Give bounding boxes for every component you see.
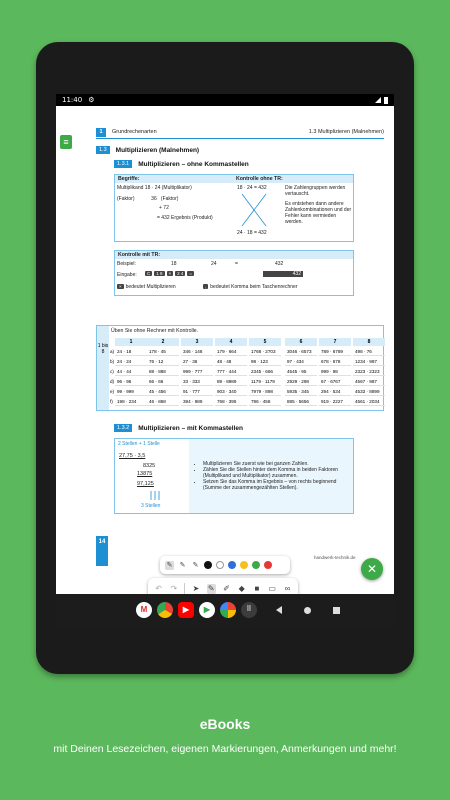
komma-calc-3: 13875 [137, 471, 153, 477]
begriffe-head: Begriffe: [115, 175, 233, 183]
page-header [96, 128, 384, 138]
table-cell: 789 · 6789 [319, 348, 351, 356]
tr-legend-1 [117, 284, 176, 290]
table-cell: 1234 · 987 [353, 358, 385, 366]
table-cell: 96 · 96 [115, 378, 147, 386]
table-cell: 4561 · 2034 [353, 398, 385, 406]
table-side-label: 1 bis 8 [97, 326, 109, 410]
table-cell: 777 · 444 [215, 368, 247, 376]
pen-medium-icon[interactable]: ✎ [179, 561, 186, 569]
list-item: • Zählen Sie die Stellen hinter dem Komma in beiden Faktoren (Multiplikand und Multiplikator) zusammen. [203, 467, 351, 479]
tr-key: C [147, 271, 151, 276]
redo-icon[interactable]: ↷ [170, 584, 178, 593]
table-cell: 796 · 458 [249, 398, 281, 406]
table-col-header: 7 [319, 338, 351, 346]
table-cell: 97 · 434 [285, 358, 317, 366]
table-cell: 24 · 24 [115, 358, 147, 366]
kontrolle-note-2: Es entstehen dann andere Zahlenkombinationen und der Fehler kann vermieden werden. [285, 201, 352, 225]
pen-palette [160, 556, 290, 574]
tr-eingabe-label: Eingabe: [117, 272, 137, 278]
tr-legend-key: , [205, 284, 207, 289]
table-row-label: e) [110, 389, 115, 394]
list-item: • Multiplizieren Sie zuerst wie bei ganzen Zahlen. [203, 461, 351, 467]
undo-icon[interactable]: ↶ [155, 584, 162, 593]
header-right: 1.3 Multiplizieren (Malnehmen) [308, 129, 384, 135]
table-cell: 99 · 999 [115, 388, 147, 396]
recents-icon[interactable] [333, 607, 340, 614]
tr-beispiel-result: 432 [275, 261, 284, 267]
chrome-icon[interactable] [157, 602, 173, 618]
begriffe-line-4: = 432 Ergebnis (Produkt) [157, 215, 213, 221]
table-row-label: d) [110, 379, 115, 384]
link-icon[interactable]: ∞ [284, 584, 291, 593]
table-cell: 66 · 66 [147, 378, 179, 386]
pen-tool-icon[interactable]: ✎ [207, 584, 215, 593]
footer-url: handwerk-technik.de [314, 555, 356, 560]
tr-key: × [168, 271, 172, 276]
navigation-bar [56, 594, 394, 626]
table-cell: 768 · 395 [215, 398, 247, 406]
table-cell: 1768 · 2703 [249, 348, 281, 356]
begriffe-box [114, 174, 354, 242]
tr-key: 1 8 [156, 271, 163, 276]
menu-icon[interactable]: ≡ [60, 135, 72, 149]
arrow-up-icon [145, 489, 165, 501]
table-cell: 46 · 868 [147, 398, 179, 406]
table-col-header: 8 [353, 338, 385, 346]
table-cell: 394 · 989 [181, 398, 213, 406]
tr-box [114, 250, 354, 296]
shapes-icon[interactable]: ■ [254, 584, 260, 593]
table-col-header: 3 [181, 338, 213, 346]
back-icon[interactable] [276, 606, 282, 614]
caption-title: eBooks [199, 716, 251, 732]
subsection-heading-2 [114, 424, 243, 432]
page-number: 14 [96, 536, 108, 566]
kontrolle-head: Kontrolle ohne TR: [233, 175, 353, 183]
caption-text: mit Deinen Lesezeichen, eigenen Markierungen, Anmerkungen und mehr! [53, 743, 397, 755]
pen-thick-icon[interactable]: ✎ [192, 561, 199, 569]
ebook-page[interactable] [56, 106, 394, 594]
close-button[interactable] [361, 558, 383, 580]
eraser-icon[interactable]: ◆ [238, 584, 245, 593]
tr-legend-key: × [119, 284, 122, 289]
table-cell: 2323 · 2323 [353, 368, 385, 376]
table-cell: 498 · 76 [353, 348, 385, 356]
kontrolle-top: 18 · 24 = 432 [237, 185, 267, 191]
tr-head: Kontrolle mit TR: [115, 251, 353, 259]
home-icon[interactable] [304, 607, 311, 614]
tr-legend-text: bedeutet Komma beim Taschenrechner [210, 284, 298, 290]
table-row-label: c) [110, 369, 114, 374]
table-cell: 67 · 6767 [319, 378, 351, 386]
tr-legend-text: bedeutet Multiplizieren [125, 284, 176, 290]
table-cell: 27 · 36 [181, 358, 213, 366]
table-cell: 294 · 534 [319, 388, 351, 396]
table-cell: 2345 · 666 [249, 368, 281, 376]
cross-arrows-icon [239, 192, 269, 228]
table-cell: 999 · 777 [181, 368, 213, 376]
notification-icon: ⚙ [88, 96, 95, 104]
tr-key: = [189, 271, 193, 276]
color-swatch-blue[interactable] [228, 561, 236, 569]
subsection-heading-1 [114, 160, 249, 168]
list-item: • Setzen Sie das Komma im Ergebnis – von rechts beginnend (Summe der zusammengezählten Stellen). [203, 479, 351, 491]
kontrolle-bottom: 24 · 18 = 432 [237, 230, 267, 236]
table-cell: 7979 · 898 [249, 388, 281, 396]
table-cell: 91 · 777 [181, 388, 213, 396]
subsection-title: Multiplizieren – ohne Kommastellen [138, 160, 249, 168]
table-cell: 4567 · 987 [353, 378, 385, 386]
status-time: 11:40 [62, 96, 83, 104]
begriffe-line-3: + 72 [159, 205, 169, 211]
color-swatch-red[interactable] [264, 561, 272, 569]
table-col-header: 4 [215, 338, 247, 346]
tablet-screen [56, 94, 394, 626]
table-cell: 4545 · 95 [285, 368, 317, 376]
subsection-number: 1.3.2 [114, 424, 132, 432]
tr-beispiel-label: Beispiel: [117, 261, 136, 267]
pen-fine-icon[interactable]: ✎ [166, 561, 173, 569]
exercise-table [96, 325, 384, 411]
table-col-header: 5 [249, 338, 281, 346]
begriffe-line-1: Multiplikand 18 · 24 (Multiplikator) [117, 185, 192, 191]
table-cell: 179 · 664 [215, 348, 247, 356]
tr-keys [145, 271, 196, 277]
status-bar [56, 94, 394, 106]
tr-key: 2 4 [177, 271, 184, 276]
gmail-icon[interactable]: M [136, 602, 152, 618]
battery-icon [384, 97, 388, 104]
table-cell: 44 · 44 [115, 368, 147, 376]
table-cell: 3046 · 6573 [285, 348, 317, 356]
table-cell: 903 · 340 [215, 388, 247, 396]
table-cell: 88 · 888 [147, 368, 179, 376]
table-col-header: 1 [115, 338, 147, 346]
photos-icon[interactable] [220, 602, 236, 618]
table-cell: 45 · 456 [147, 388, 179, 396]
komma-bottom: 3 Stellen [141, 503, 161, 509]
tr-beispiel-a: 18 [171, 261, 177, 267]
tr-beispiel-eq: = [235, 261, 238, 267]
table-cell: 919 · 2227 [319, 398, 351, 406]
tr-legend-2 [203, 284, 297, 290]
section-heading [96, 146, 199, 154]
komma-calc-1: 27,75 · 3,5 [119, 453, 146, 459]
table-cell: 678 · 678 [319, 358, 351, 366]
komma-top: 2 Stellen + 1 Stelle [118, 441, 160, 447]
table-cell: 76 · 12 [147, 358, 179, 366]
tr-beispiel-b: 24 [211, 261, 217, 267]
table-cell: 24 · 18 [115, 348, 147, 356]
subsection-title: Multiplizieren – mit Kommastellen [138, 424, 243, 432]
tr-display: 432 [263, 271, 303, 277]
table-cell: 4533 · 8899 [353, 388, 385, 396]
table-cell: 999 · 98 [319, 368, 351, 376]
table-row-label: f) [110, 399, 113, 404]
table-row-label: a) [110, 349, 115, 354]
header-left: Grundrechenarten [112, 129, 157, 135]
app-drawer-icon[interactable]: ⠿ [241, 602, 257, 618]
subsection-number: 1.3.1 [114, 160, 132, 168]
section-number: 1.3 [96, 146, 110, 154]
color-swatch-yellow[interactable] [240, 561, 248, 569]
kontrolle-note-1: Die Zahlengruppen werden vertauscht. [285, 185, 346, 197]
highlighter-icon[interactable]: ✐ [223, 584, 230, 593]
color-swatch-black[interactable] [204, 561, 212, 569]
begriffe-line-2: (Faktor) 36 (Faktor) [117, 196, 179, 202]
note-icon[interactable]: ▭ [268, 584, 276, 593]
table-cell: 178 · 45 [147, 348, 179, 356]
youtube-icon[interactable]: ▶ [178, 602, 194, 618]
section-title: Multiplizieren (Malnehmen) [115, 146, 200, 154]
play-store-icon[interactable]: ▶ [199, 602, 215, 618]
table-cell: 5935 · 345 [285, 388, 317, 396]
close-icon: ✕ [366, 562, 378, 576]
color-swatch-green[interactable] [252, 561, 260, 569]
color-swatch-white[interactable] [216, 561, 224, 569]
chapter-number: 1 [96, 128, 106, 137]
system-nav-buttons [276, 606, 340, 614]
table-col-header: 2 [147, 338, 179, 346]
komma-calc-4: 97,125 [137, 481, 154, 487]
table-cell: 885 · 5656 [285, 398, 317, 406]
table-col-header: 6 [285, 338, 317, 346]
select-cursor-icon[interactable]: ➤ [192, 584, 200, 593]
table-cell: 89 · 8989 [215, 378, 247, 386]
table-cell: 2929 · 298 [285, 378, 317, 386]
header-divider [96, 138, 384, 139]
table-cell: 1179 · 1179 [249, 378, 281, 386]
table-cell: 98 · 123 [249, 358, 281, 366]
table-cell: 48 · 48 [215, 358, 247, 366]
table-task: Üben Sie ohne Rechner mit Kontrolle. [111, 328, 199, 334]
table-cell: 33 · 333 [181, 378, 213, 386]
signal-icon [375, 97, 381, 103]
komma-calc-2: 8325 [143, 463, 156, 469]
table-cell: 346 · 148 [181, 348, 213, 356]
table-cell: 198 · 234 [115, 398, 147, 406]
table-row-label: b) [110, 359, 115, 364]
komma-bullets [197, 461, 351, 491]
komma-box [114, 438, 354, 514]
